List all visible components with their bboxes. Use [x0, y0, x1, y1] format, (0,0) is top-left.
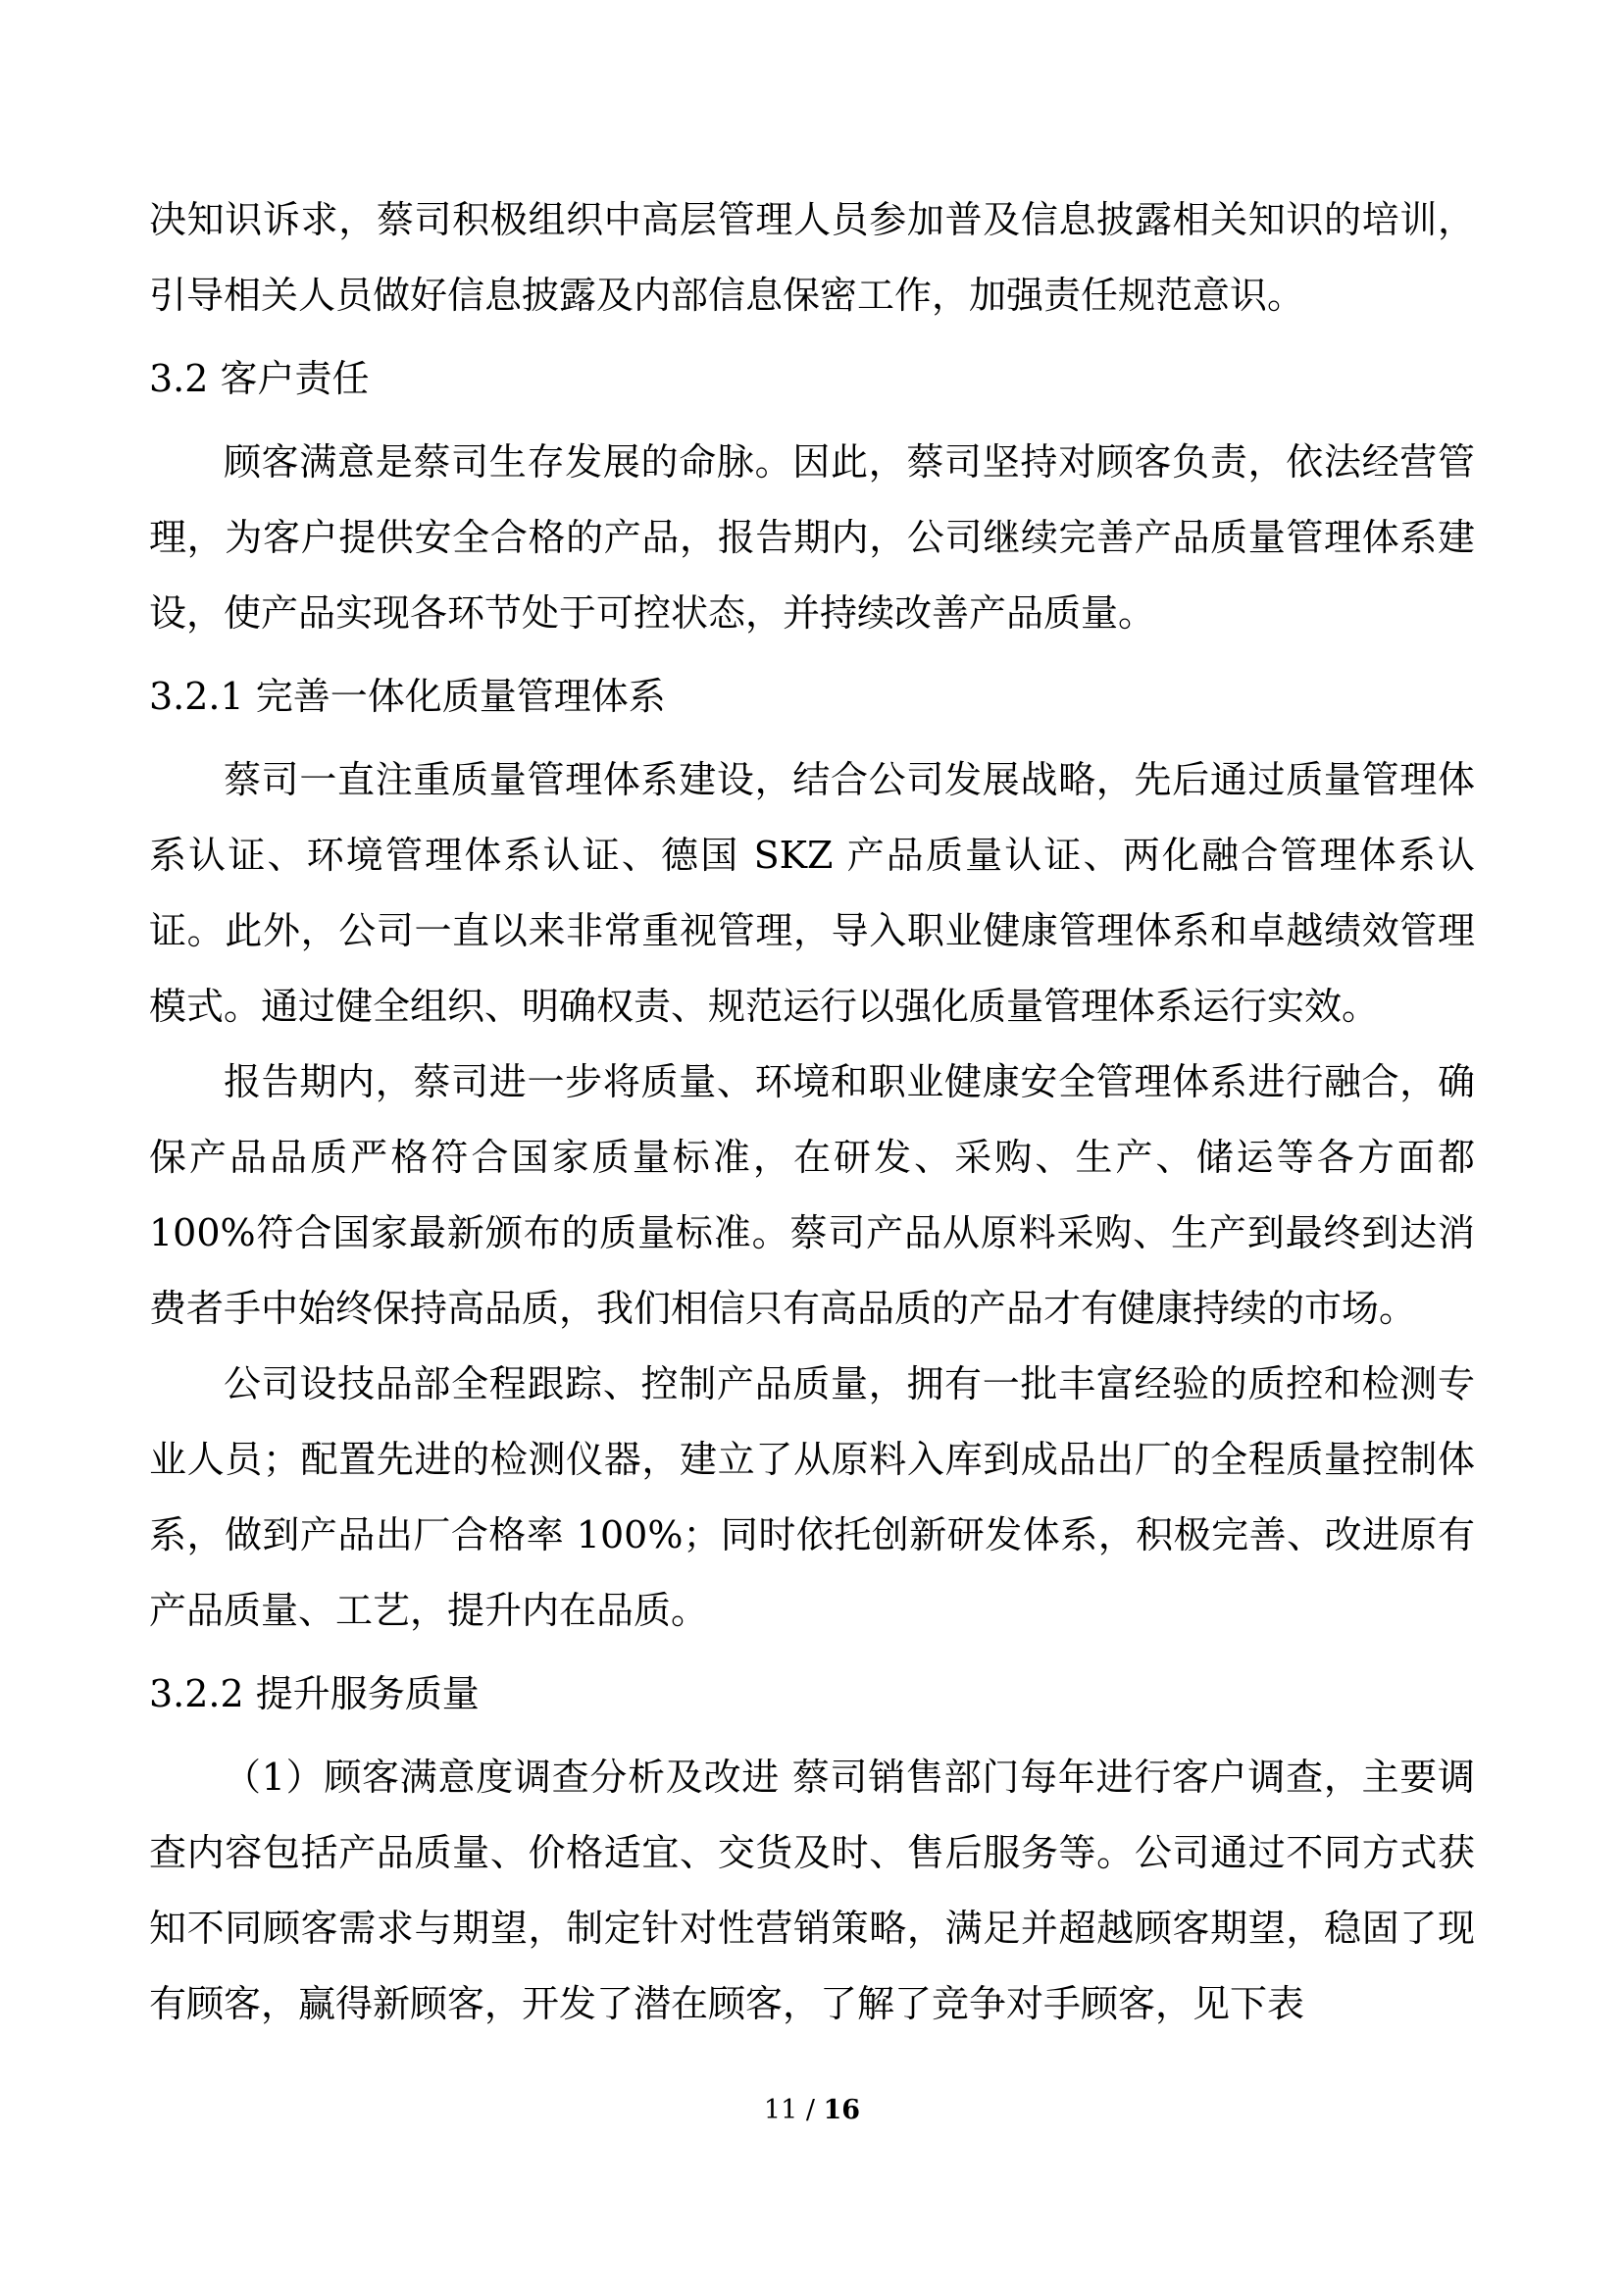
paragraph-customer-responsibility: 顾客满意是蔡司生存发展的命脉。因此，蔡司坚持对顾客负责，依法经营管理，为客户提供安全合格的产品，报告期内，公司继续完善产品质量管理体系建设，使产品实现各环节处于可控状态，并持续改善产品质量。 — [149, 440, 1475, 635]
paragraph-reporting-period: 报告期内，蔡司进一步将质量、环境和职业健康安全管理体系进行融合，确保产品品质严格符合国家质量标准，在研发、采购、生产、储运等各方面都 100%符合国家最新颁布的质量标准。蔡司产品从原料采购、生产到最终到达消费者手中始终保持高品质，我们相信只有高品质的产品才有健康持续的市场。 — [149, 1060, 1475, 1330]
page-body — [149, 182, 1475, 2042]
page-number-separator: / — [797, 2095, 824, 2125]
page-footer — [0, 2095, 1624, 2126]
paragraph-continuation: 决知识诉求，蔡司积极组织中高层管理人员参加普及信息披露相关知识的培训，引导相关人员做好信息披露及内部信息保密工作，加强责任规范意识。 — [149, 198, 1475, 317]
page-number-total: 16 — [823, 2095, 861, 2125]
section-heading-3-2-1: 3.2.1 完善一体化质量管理体系 — [149, 675, 666, 718]
paragraph-quality-system: 蔡司一直注重质量管理体系建设，结合公司发展战略，先后通过质量管理体系认证、环境管理体系认证、德国 SKZ 产品质量认证、两化融合管理体系认证。此外，公司一直以来非常重视管理，导入职业健康管理体系和卓越绩效管理模式。通过健全组织、明确权责、规范运行以强化质量管理体系运行实效。 — [149, 758, 1475, 1028]
paragraph-service-quality: （1）顾客满意度调查分析及改进 蔡司销售部门每年进行客户调查，主要调查内容包括产品质量、价格适宜、交货及时、售后服务等。公司通过不同方式获知不同顾客需求与期望，制定针对性营销策略，满足并超越顾客期望，稳固了现有顾客，赢得新顾客，开发了潜在顾客，了解了竞争对手顾客，见下表 — [149, 1756, 1475, 2025]
section-heading-3-2: 3.2 客户责任 — [149, 357, 370, 400]
page-number-current: 11 — [763, 2095, 798, 2125]
paragraph-quality-control: 公司设技品部全程跟踪、控制产品质量，拥有一批丰富经验的质控和检测专业人员；配置先进的检测仪器，建立了从原料入库到成品出厂的全程质量控制体系，做到产品出厂合格率 100%；同时依托创新研发体系，积极完善、改进原有产品质量、工艺，提升内在品质。 — [149, 1362, 1475, 1632]
section-heading-3-2-2: 3.2.2 提升服务质量 — [149, 1672, 480, 1715]
